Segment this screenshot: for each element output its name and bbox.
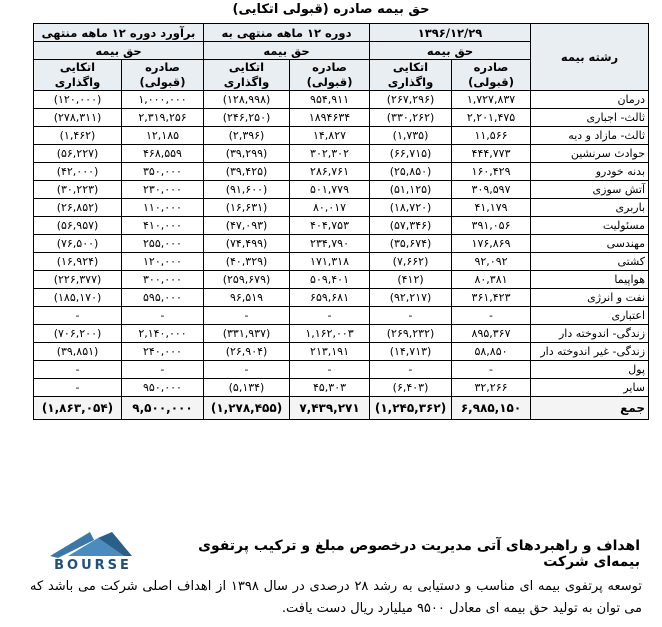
value-cell: ۴۱,۱۷۹ xyxy=(452,199,531,217)
table-row xyxy=(34,91,649,109)
value-cell: ۵۹۵,۰۰۰ xyxy=(122,289,204,307)
value-cell: (۱۸۵,۱۷۰) xyxy=(34,289,122,307)
value-cell: ۱۶۰,۴۲۹ xyxy=(452,163,531,181)
value-cell: ۱۲۰,۰۰۰ xyxy=(122,253,204,271)
value-cell: ۵۸,۸۵۰ xyxy=(452,343,531,361)
value-cell: ۳۰۲,۳۰۲ xyxy=(290,145,370,163)
period-header-estimate: برآورد دوره ۱۲ ماهه منتهی xyxy=(34,24,204,42)
value-cell: (۱,۸۶۳,۰۵۴) xyxy=(34,397,122,420)
value-cell: ۳۵۰,۰۰۰ xyxy=(122,163,204,181)
line-name-cell: نفت و انرژی xyxy=(531,289,649,307)
line-name-cell: مهندسی xyxy=(531,235,649,253)
total-label: جمع xyxy=(531,397,649,420)
value-cell: - xyxy=(204,361,290,379)
value-cell: (۶,۴۰۳) xyxy=(370,379,452,397)
value-cell: ۲۳۰,۰۰۰ xyxy=(122,181,204,199)
value-cell: ۱۷۶,۸۶۹ xyxy=(452,235,531,253)
value-cell: ۱,۱۶۲,۰۰۳ xyxy=(290,325,370,343)
bourse-logo xyxy=(28,528,158,572)
table-row xyxy=(34,181,649,199)
value-cell: (۲۶۹,۲۳۲) xyxy=(370,325,452,343)
table-row xyxy=(34,307,649,325)
value-cell: ۳۰۰,۰۰۰ xyxy=(122,271,204,289)
value-cell: ۴۴۴,۷۷۳ xyxy=(452,145,531,163)
total-row xyxy=(34,397,649,420)
value-cell: ۹,۵۰۰,۰۰۰ xyxy=(122,397,204,420)
value-cell: (۳۹,۴۲۵) xyxy=(204,163,290,181)
value-cell: - xyxy=(452,307,531,325)
value-cell: (۲۶۷,۲۹۶) xyxy=(370,91,452,109)
value-cell: - xyxy=(204,307,290,325)
value-cell: (۲۷۸,۳۱۱) xyxy=(34,109,122,127)
table-row xyxy=(34,343,649,361)
value-cell: ۲۱۳,۱۹۱ xyxy=(290,343,370,361)
line-name-cell: آتش سوزی xyxy=(531,181,649,199)
value-cell: (۷۶,۵۰۰) xyxy=(34,235,122,253)
issued-header: صادره (قبولی) xyxy=(452,60,531,91)
value-cell: (۵۷,۳۴۶) xyxy=(370,217,452,235)
value-cell: (۱,۲۴۵,۳۶۲) xyxy=(370,397,452,420)
value-cell: - xyxy=(34,307,122,325)
reinsurance-header: اتکایی واگذاری xyxy=(370,60,452,91)
value-cell: (۶۶,۷۱۵) xyxy=(370,145,452,163)
value-cell: - xyxy=(290,361,370,379)
value-cell: ۲۸۶,۷۶۱ xyxy=(290,163,370,181)
value-cell: (۵,۱۳۴) xyxy=(204,379,290,397)
value-cell: (۲,۳۹۶) xyxy=(204,127,290,145)
value-cell: ۱۴,۸۲۷ xyxy=(290,127,370,145)
value-cell: (۲۶,۸۵۲) xyxy=(34,199,122,217)
value-cell: ۴۵,۳۰۳ xyxy=(290,379,370,397)
table-row xyxy=(34,145,649,163)
table-row xyxy=(34,379,649,397)
table-row xyxy=(34,271,649,289)
value-cell: (۱۴,۷۱۳) xyxy=(370,343,452,361)
value-cell: (۳۰,۲۲۳) xyxy=(34,181,122,199)
value-cell: ۱۸۹۴۶۳۴ xyxy=(290,109,370,127)
value-cell: ۳۲,۲۶۶ xyxy=(452,379,531,397)
value-cell: (۷۰۶,۲۰۰) xyxy=(34,325,122,343)
value-cell: ۶,۹۸۵,۱۵۰ xyxy=(452,397,531,420)
table-title: حق بیمه صادره (قبولی اتکایی) xyxy=(232,2,430,17)
value-cell: (۷,۶۶۲) xyxy=(370,253,452,271)
value-cell: (۱۸,۷۲۰) xyxy=(370,199,452,217)
line-of-business-header: رشته بیمه xyxy=(531,24,649,91)
value-cell: (۱,۷۳۵) xyxy=(370,127,452,145)
table-row xyxy=(34,289,649,307)
premium-header: حق بیمه xyxy=(370,42,531,60)
line-name-cell: باربری xyxy=(531,199,649,217)
value-cell: (۳۳۰,۲۶۲) xyxy=(370,109,452,127)
value-cell: ۲,۱۴۰,۰۰۰ xyxy=(122,325,204,343)
premium-header: حق بیمه xyxy=(204,42,370,60)
value-cell: ۱۲,۱۸۵ xyxy=(122,127,204,145)
value-cell: ۵۰۱,۷۷۹ xyxy=(290,181,370,199)
value-cell: (۹۲,۲۱۷) xyxy=(370,289,452,307)
value-cell: (۲۵۹,۶۷۹) xyxy=(204,271,290,289)
line-name-cell: زندگی- اندوخته دار xyxy=(531,325,649,343)
value-cell: (۵۶,۹۵۷) xyxy=(34,217,122,235)
value-cell: (۴۲,۰۰۰) xyxy=(34,163,122,181)
value-cell: ۱۱,۵۶۶ xyxy=(452,127,531,145)
value-cell: - xyxy=(34,361,122,379)
value-cell: ۳۶۱,۴۲۳ xyxy=(452,289,531,307)
value-cell: (۱۲۰,۰۰۰) xyxy=(34,91,122,109)
line-name-cell: حوادث سرنشین xyxy=(531,145,649,163)
value-cell: (۳۳۱,۹۳۷) xyxy=(204,325,290,343)
reinsurance-header: اتکایی واگذاری xyxy=(34,60,122,91)
value-cell: ۲,۳۱۹,۲۵۶ xyxy=(122,109,204,127)
value-cell: ۳۰۹,۵۹۷ xyxy=(452,181,531,199)
line-name-cell: پول xyxy=(531,361,649,379)
line-name-cell: سایر xyxy=(531,379,649,397)
value-cell: (۴۰,۳۲۹) xyxy=(204,253,290,271)
line-name-cell: کشتی xyxy=(531,253,649,271)
value-cell: - xyxy=(370,361,452,379)
line-name-cell: مسئولیت xyxy=(531,217,649,235)
value-cell: (۱۶,۹۲۴) xyxy=(34,253,122,271)
value-cell: (۷۴,۴۹۹) xyxy=(204,235,290,253)
value-cell: ۴۶۸,۵۵۹ xyxy=(122,145,204,163)
value-cell: (۹۱,۶۰۰) xyxy=(204,181,290,199)
line-name-cell: ثالث- اجباری xyxy=(531,109,649,127)
value-cell: ۱۱۰,۰۰۰ xyxy=(122,199,204,217)
value-cell: (۴۷,۰۹۳) xyxy=(204,217,290,235)
section-title: اهداف و راهبردهای آتی مدیریت درخصوص مبلغ و ترکیب پرتفوی بیمه‌ای شرکت xyxy=(198,538,640,570)
value-cell: - xyxy=(34,379,122,397)
value-cell: (۳۵,۶۷۴) xyxy=(370,235,452,253)
value-cell: - xyxy=(370,307,452,325)
value-cell: ۱۷۱,۳۱۸ xyxy=(290,253,370,271)
value-cell: ۱,۷۲۷,۸۳۷ xyxy=(452,91,531,109)
table-row xyxy=(34,163,649,181)
line-name-cell: درمان xyxy=(531,91,649,109)
table-row xyxy=(34,109,649,127)
issued-header: صادره (قبولی) xyxy=(290,60,370,91)
value-cell: ۸۰,۰۱۷ xyxy=(290,199,370,217)
period-header-actual: ۱۳۹۶/۱۲/۲۹ xyxy=(370,24,531,42)
value-cell: (۲۲۶,۳۷۷) xyxy=(34,271,122,289)
value-cell: (۳۹,۲۹۹) xyxy=(204,145,290,163)
value-cell: (۲۴۶,۲۵۰) xyxy=(204,109,290,127)
value-cell: ۹۵۴,۹۱۱ xyxy=(290,91,370,109)
value-cell: ۹۵۰,۰۰۰ xyxy=(122,379,204,397)
value-cell: ۲۴۰,۰۰۰ xyxy=(122,343,204,361)
value-cell: ۷,۴۳۹,۲۷۱ xyxy=(290,397,370,420)
premium-table xyxy=(33,23,649,420)
value-cell: ۵۰۹,۴۰۱ xyxy=(290,271,370,289)
value-cell: ۱,۰۰۰,۰۰۰ xyxy=(122,91,204,109)
value-cell: (۱,۴۶۲) xyxy=(34,127,122,145)
reinsurance-header: اتکایی واگذاری xyxy=(204,60,290,91)
value-cell: ۸۹۵,۳۶۷ xyxy=(452,325,531,343)
value-cell: ۴۱۰,۰۰۰ xyxy=(122,217,204,235)
value-cell: ۳۹۱,۰۵۶ xyxy=(452,217,531,235)
body-paragraph: توسعه پرتفوی بیمه ای مناسب و دستیابی به رشد ۲۸ درصدی در سال ۱۳۹۸ از اهداف اصلی شرکت می باشد که می توان به تولید حق بیمه ای معادل ۹۵۰۰ میلیارد ریال دست یافت. xyxy=(30,579,643,616)
line-name-cell: ثالث- مازاد و دیه xyxy=(531,127,649,145)
value-cell: ۲۳۴,۷۹۰ xyxy=(290,235,370,253)
value-cell: ۶۵۹,۶۸۱ xyxy=(290,289,370,307)
line-name-cell: هواپیما xyxy=(531,271,649,289)
premium-header: حق بیمه xyxy=(34,42,204,60)
value-cell: (۲۶,۹۰۴) xyxy=(204,343,290,361)
value-cell: - xyxy=(452,361,531,379)
value-cell: (۳۹,۸۵۱) xyxy=(34,343,122,361)
table-row xyxy=(34,127,649,145)
table-row xyxy=(34,199,649,217)
value-cell: ۲۵۵,۰۰۰ xyxy=(122,235,204,253)
value-cell: - xyxy=(290,307,370,325)
value-cell: - xyxy=(122,361,204,379)
value-cell: (۱۲۸,۹۹۸) xyxy=(204,91,290,109)
logo-text: BOURSE xyxy=(54,558,132,572)
table-row xyxy=(34,217,649,235)
line-name-cell: زندگی- غیر اندوخته دار xyxy=(531,343,649,361)
table-row xyxy=(34,253,649,271)
value-cell: ۴۰۴,۷۵۳ xyxy=(290,217,370,235)
issued-header: صادره (قبولی) xyxy=(122,60,204,91)
value-cell: (۵۶,۲۲۷) xyxy=(34,145,122,163)
table-row xyxy=(34,235,649,253)
value-cell: (۲۵,۸۵۰) xyxy=(370,163,452,181)
value-cell: ۸۰,۳۸۱ xyxy=(452,271,531,289)
value-cell: - xyxy=(122,307,204,325)
period-header-12m: دوره ۱۲ ماهه منتهی به xyxy=(204,24,370,42)
value-cell: (۱,۲۷۸,۴۵۵) xyxy=(204,397,290,420)
value-cell: (۵۱,۱۲۵) xyxy=(370,181,452,199)
value-cell: ۹۲,۰۹۲ xyxy=(452,253,531,271)
line-name-cell: اعتباری xyxy=(531,307,649,325)
value-cell: ۲,۲۰۱,۴۷۵ xyxy=(452,109,531,127)
value-cell: (۱۶,۶۳۱) xyxy=(204,199,290,217)
line-name-cell: بدنه خودرو xyxy=(531,163,649,181)
value-cell: (۴۱۲) xyxy=(370,271,452,289)
value-cell: ۹۶,۵۱۹ xyxy=(204,289,290,307)
table-row xyxy=(34,325,649,343)
table-row xyxy=(34,361,649,379)
